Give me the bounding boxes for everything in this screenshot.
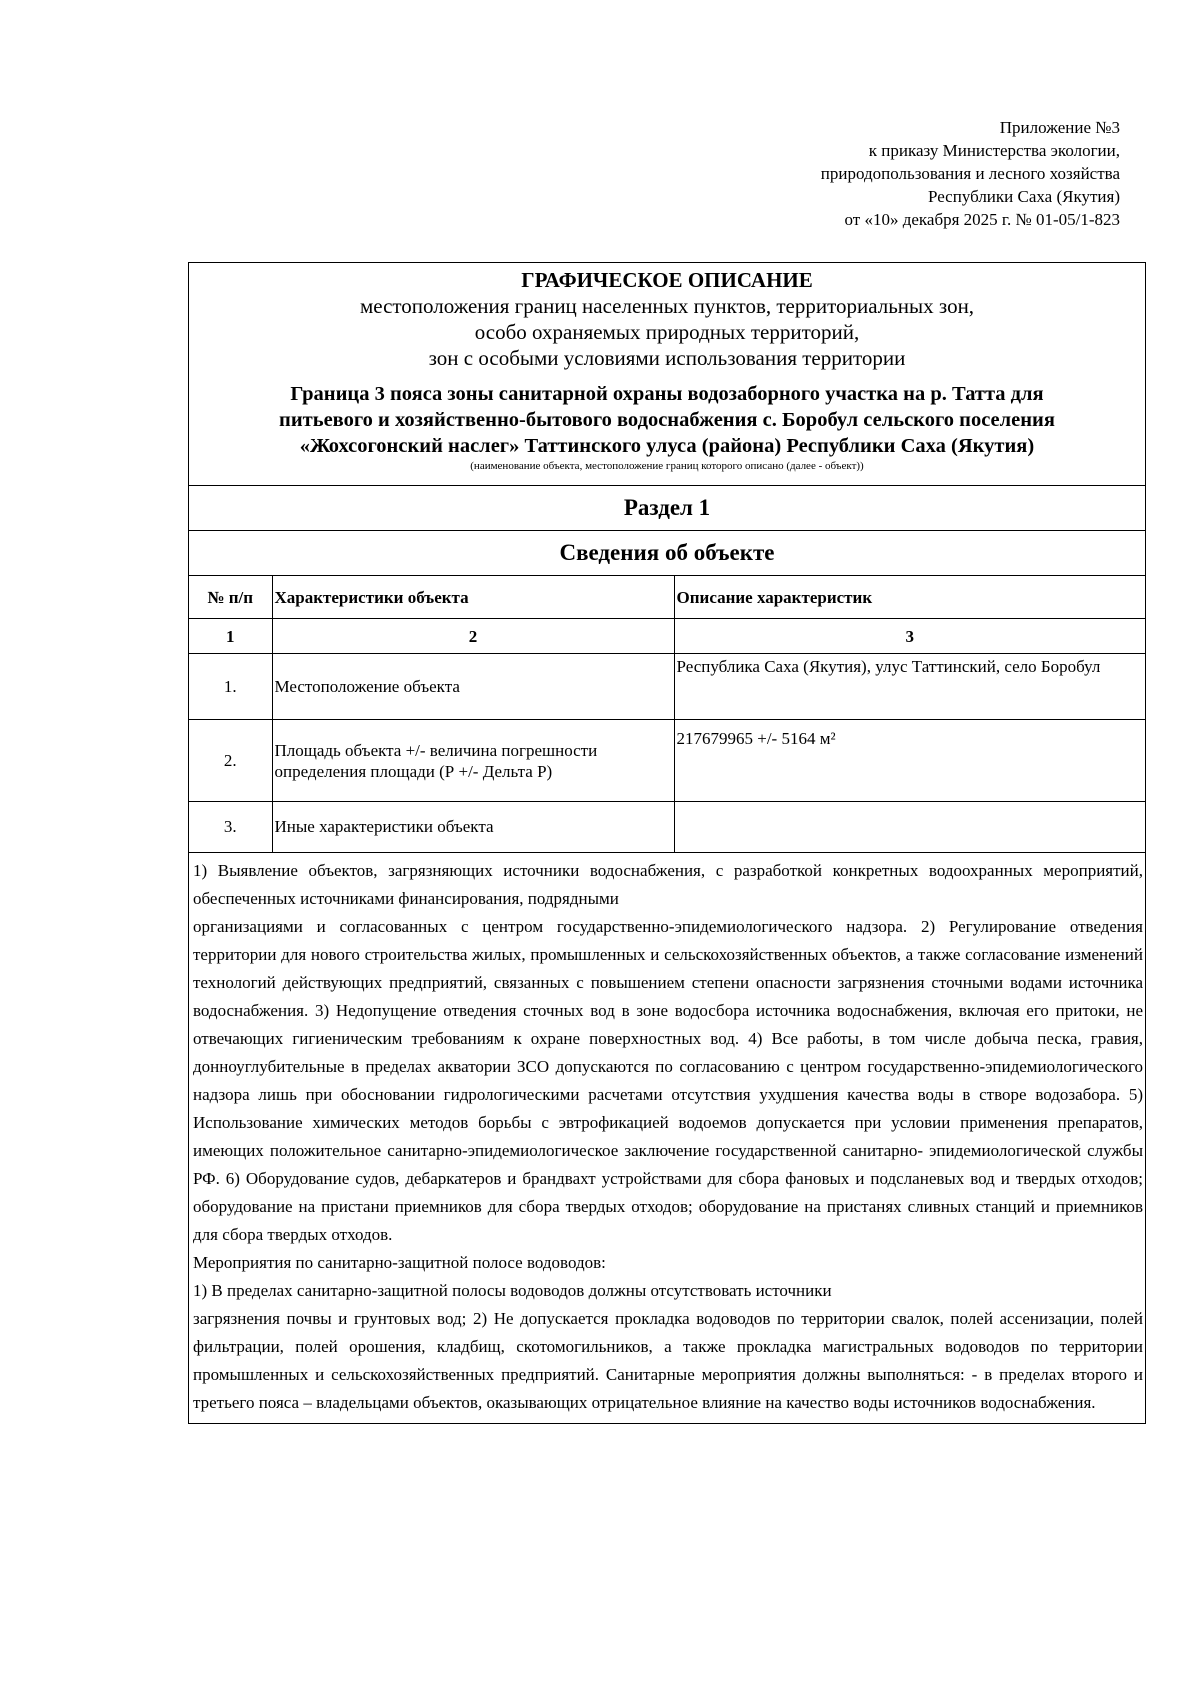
table-row (189, 720, 1145, 802)
text-paragraph: 1) В пределах санитарно-защитной полосы водоводов должны отсутствовать источники (193, 1280, 832, 1300)
subtitle-line: зон с особыми условиями использования территории (428, 346, 906, 370)
column-index: 1 (189, 619, 272, 654)
appendix-line: к приказу Министерства экологии, (868, 141, 1120, 160)
object-name (189, 381, 1145, 459)
section-number: Раздел 1 (189, 485, 1145, 530)
document-title: ГРАФИЧЕСКОЕ ОПИСАНИЕ (521, 268, 813, 292)
appendix-line: Приложение №3 (999, 118, 1120, 137)
table-row (189, 654, 1145, 720)
appendix-line: от «10» декабря 2025 г. № 01-05/1-823 (844, 210, 1120, 229)
object-properties-table (189, 575, 1145, 852)
row-characteristic: Местоположение объекта (272, 654, 674, 720)
column-index: 3 (674, 619, 1145, 654)
table-row (189, 802, 1145, 852)
column-index: 2 (272, 619, 674, 654)
document-frame (188, 262, 1146, 1424)
subtitle-line: особо охраняемых природных территорий, (474, 320, 860, 344)
column-header-description: Описание характеристик (674, 576, 1145, 619)
appendix-line: природопользования и лесного хозяйства (820, 164, 1120, 183)
other-characteristics-text (189, 852, 1145, 1423)
row-number: 3. (189, 802, 272, 852)
row-number: 1. (189, 654, 272, 720)
object-name-hint: (наименование объекта, местоположение границ которого описано (далее - объект)) (470, 460, 864, 472)
column-header-characteristic: Характеристики объекта (272, 576, 674, 619)
row-description: 217679965 +/- 5164 м² (674, 720, 1145, 802)
row-characteristic: Иные характеристики объекта (272, 802, 674, 852)
row-characteristic: Площадь объекта +/- величина погрешности определения площади (Р +/- Дельта Р) (272, 720, 674, 802)
object-name-line: питьевого и хозяйственно-бытового водоснабжения с. Боробул сельского поселения (279, 409, 1055, 431)
text-paragraph: загрязнения почвы и грунтовых вод; 2) Не допускается прокладка водоводов по территории свалок, полей ассенизации, полей фильтрации, полей орошения, кладбищ, скотомогильников, а также прокладка магистральных водоводов по территории промышленных и сельскохозяйственных предприятий. Санитарные мероприятия должны выполняться: - в пределах второго и третьего пояса – владельцами объектов, оказывающих отрицательное влияние на качество воды источников водоснабжения. (193, 1308, 1143, 1412)
title-block (189, 263, 1145, 485)
row-description: Республика Саха (Якутия), улус Таттинский, село Боробул (674, 654, 1145, 720)
object-name-line: Граница 3 пояса зоны санитарной охраны водозаборного участка на р. Татта для (290, 383, 1044, 405)
appendix-header (520, 116, 1120, 231)
object-name-line: «Жохсогонский наслег» Таттинского улуса (района) Республики Саха (Якутия) (299, 435, 1035, 457)
section-name: Сведения об объекте (189, 530, 1145, 575)
column-header-number: № п/п (189, 576, 272, 619)
table-header-row (189, 576, 1145, 619)
text-paragraph: 1) Выявление объектов, загрязняющих источники водоснабжения, с разработкой конкретных водоохранных мероприятий, обеспеченных источниками финансирования, подрядными (193, 860, 1143, 908)
text-paragraph: организациями и согласованных с центром государственно-эпидемиологического надзора. 2) Регулирование отведения территории для нового строительства жилых, промышленных и сельскохозяйственных объектов, а также согласование изменений технологий действующих предприятий, связанных с повышением степени опасности загрязнения сточными водами источника водоснабжения. 3) Недопущение отведения сточных вод в зоне водосбора источника водоснабжения, включая его притоки, не отвечающих гигиеническим требованиям к охране поверхностных вод. 4) Все работы, в том числе добыча песка, гравия, донноуглубительные в пределах акватории ЗСО допускаются по согласованию с центром государственно-эпидемиологического надзора лишь при обосновании гидрологическими расчетами отсутствия ухудшения качества воды в створе водозабора. 5) Использование химических методов борьбы с эвтрофикацией водоемов допускается при условии применения препаратов, имеющих положительное санитарно-эпидемиологическое заключение государственной санитарно- эпидемиологической службы РФ. 6) Оборудование судов, дебаркатеров и брандвахт устройствами для сбора фановых и подсланевых вод и твердых отходов; оборудование на пристани приемников для сбора твердых отходов; оборудование на пристанях сливных станций и приемников для сбора твердых отходов. (193, 916, 1143, 1244)
subtitle-line: местоположения границ населенных пунктов, территориальных зон, (359, 294, 975, 318)
row-number: 2. (189, 720, 272, 802)
text-paragraph: Мероприятия по санитарно-защитной полосе водоводов: (193, 1252, 606, 1272)
appendix-line: Республики Саха (Якутия) (927, 187, 1120, 206)
table-index-row (189, 619, 1145, 654)
row-description (674, 802, 1145, 852)
